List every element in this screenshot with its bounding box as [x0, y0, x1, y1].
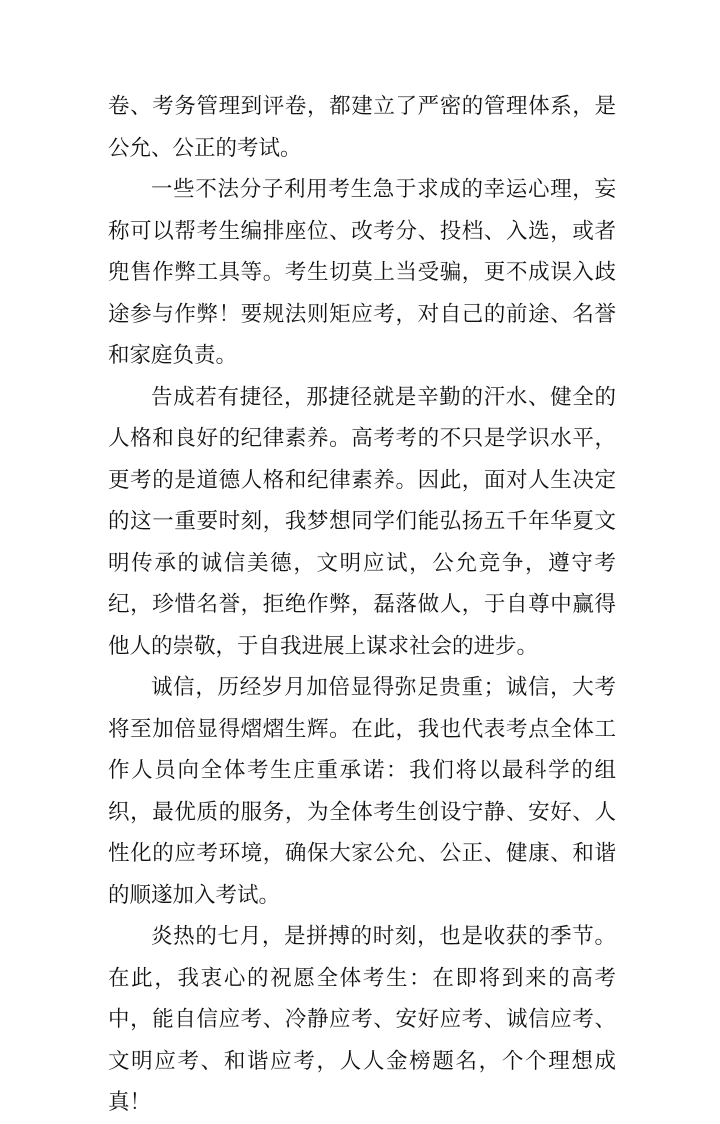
- paragraph-2: 一些不法分子利用考生急于求成的幸运心理，妄称可以帮考生编排座位、改考分、投档、入选，或者兜售作弊工具等。考生切莫上当受骗，更不成误入歧途参与作弊！要规法则矩应考，对自己的前途、名誉和家庭负责。: [108, 177, 616, 368]
- paragraph-1: 卷、考务管理到评卷，都建立了严密的管理体系，是公允、公正的考试。: [108, 94, 616, 161]
- paragraph-5: 炎热的七月，是拼搏的时刻，也是收获的季节。在此，我衷心的祝愿全体考生：在即将到来的高考中，能自信应考、冷静应考、安好应考、诚信应考、文明应考、和谐应考，人人金榜题名，个个理想成真！: [108, 924, 616, 1115]
- paragraph-3: 告成若有捷径，那捷径就是辛勤的汗水、健全的人格和良好的纪律素养。高考考的不只是学识水平，更考的是道德人格和纪律素养。因此，面对人生决定的这一重要时刻，我梦想同学们能弘扬五千年华夏文明传承的诚信美德，文明应试，公允竞争，遵守考纪，珍惜名誉，拒绝作弊，磊落做人，于自尊中赢得他人的崇敬，于自我进展上谋求社会的进步。: [108, 384, 616, 659]
- paragraph-4: 诚信，历经岁月加倍显得弥足贵重；诚信，大考将至加倍显得熠熠生辉。在此，我也代表考点全体工作人员向全体考生庄重承诺：我们将以最科学的组织，最优质的服务，为全体考生创设宁静、安好、人性化的应考环境，确保大家公允、公正、健康、和谐的顺遂加入考试。: [108, 675, 616, 908]
- document-body: [108, 86, 616, 1124]
